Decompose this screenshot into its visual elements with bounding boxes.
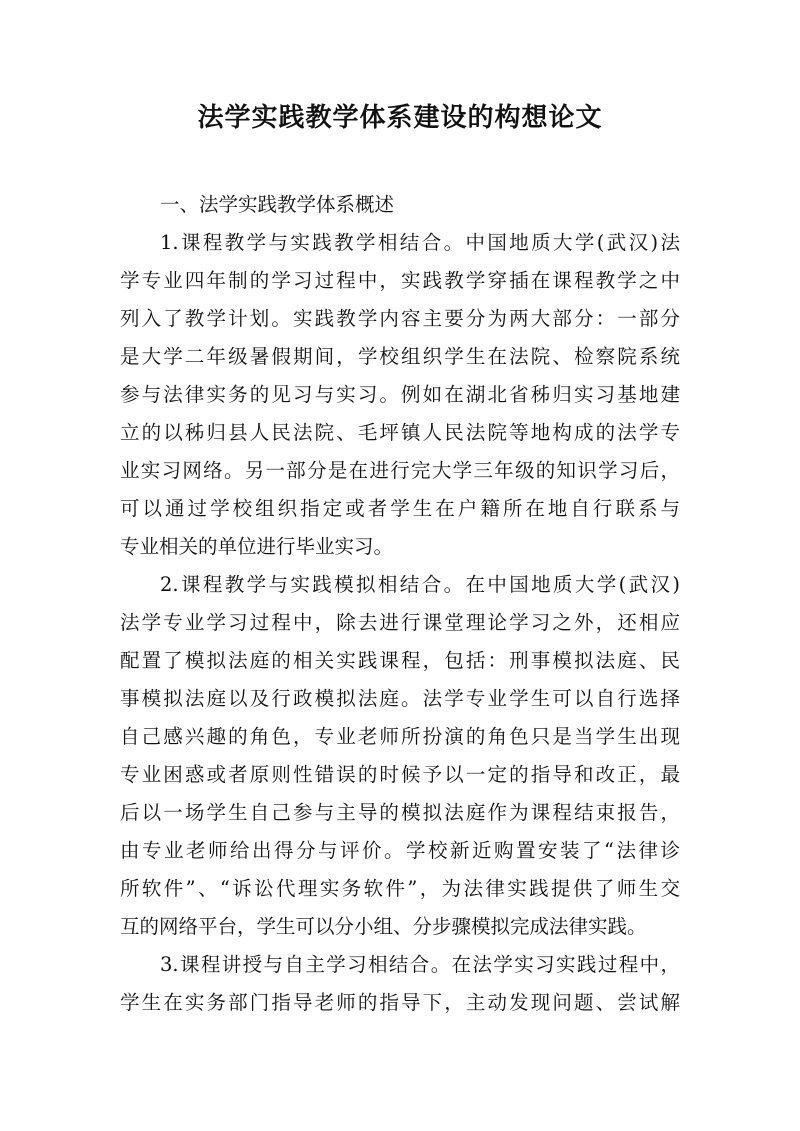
paragraph-1-line: 是大学二年级暑假期间，学校组织学生在法院、检察院系统 [120, 345, 680, 368]
paragraph-2-line: 自己感兴趣的角色，专业老师所扮演的角色只是当学生出现 [120, 725, 680, 748]
paragraph-2-line: 配置了模拟法庭的相关实践课程，包括：刑事模拟法庭、民 [120, 649, 680, 672]
paragraph-1-line: 业实习网络。另一部分是在进行完大学三年级的知识学习后， [120, 459, 680, 482]
paragraph-2-line: 后以一场学生自己参与主导的模拟法庭作为课程结束报告， [120, 801, 680, 824]
section-heading: 一、法学实践教学体系概述 [160, 193, 395, 216]
paragraph-1-line: 专业相关的单位进行毕业实习。 [120, 535, 394, 558]
document-title: 法学实践教学体系建设的构想论文 [197, 103, 603, 133]
paragraph-1-line: 参与法律实务的见习与实习。例如在湖北省秭归实习基地建 [120, 383, 680, 406]
paragraph-2-line: 事模拟法庭以及行政模拟法庭。法学专业学生可以自行选择 [120, 687, 680, 710]
paragraph-2-line: 互的网络平台，学生可以分小组、分步骤模拟完成法律实践。 [120, 915, 647, 938]
paragraph-1-line: 列入了教学计划。实践教学内容主要分为两大部分：一部分 [120, 307, 680, 330]
paragraph-2-line: 2.课程教学与实践模拟相结合。在中国地质大学(武汉) [160, 573, 680, 596]
paragraph-1-line: 1.课程教学与实践教学相结合。中国地质大学(武汉)法 [160, 231, 680, 254]
paragraph-2-line: 专业困惑或者原则性错误的时候予以一定的指导和改正，最 [120, 763, 680, 786]
paragraph-1-line: 学专业四年制的学习过程中，实践教学穿插在课程教学之中 [120, 269, 680, 292]
paragraph-2-line: 由专业老师给出得分与评价。学校新近购置安装了“法律诊 [120, 839, 680, 862]
paragraph-3-line: 学生在实务部门指导老师的指导下，主动发现问题、尝试解 [120, 991, 680, 1014]
paragraph-1-line: 立的以秭归县人民法院、毛坪镇人民法院等地构成的法学专 [120, 421, 680, 444]
paragraph-3-line: 3.课程讲授与自主学习相结合。在法学实习实践过程中， [160, 953, 680, 976]
paragraph-1-line: 可以通过学校组织指定或者学生在户籍所在地自行联系与 [120, 497, 680, 520]
paragraph-2-line: 法学专业学习过程中，除去进行课堂理论学习之外，还相应 [120, 611, 680, 634]
paragraph-2-line: 所软件”、“诉讼代理实务软件”，为法律实践提供了师生交 [120, 877, 680, 900]
